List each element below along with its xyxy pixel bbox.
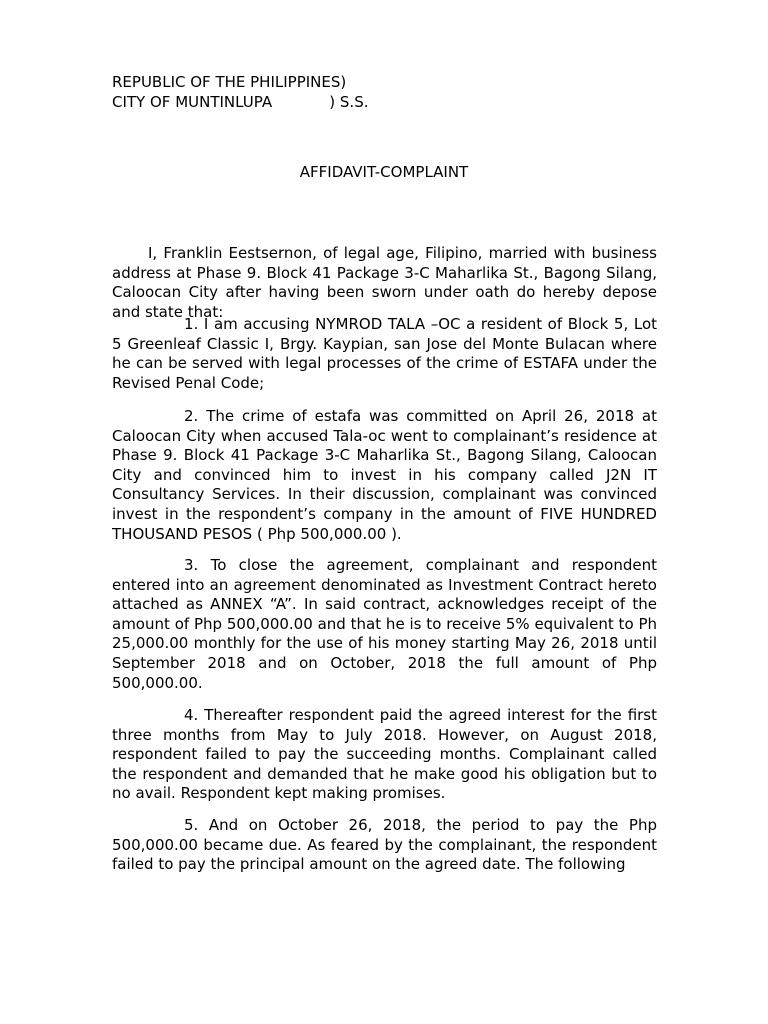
paragraph-2: 2. The crime of estafa was committed on April 26, 2018 at Caloocan City when accused Tala-oc went to complainant’s residence at Phase 9. Block 41 Package 3-C Maharlika St., Bagong Silang, Caloocan City and convinced him to invest in his company called J2N IT Consultancy Services. In their discussion, complainant was convinced invest in the respondent’s company in the amount of FIVE HUNDRED THOUSAND PESOS ( Php 500,000.00 ).	[112, 407, 657, 543]
venue-republic: REPUBLIC OF THE PHILIPPINES)	[112, 73, 347, 91]
paragraph-5: 5. And on October 26, 2018, the period to pay the Php 500,000.00 became due. As feared by the complainant, the respondent failed to pay the principal amount on the agreed date. The following	[112, 816, 657, 874]
intro-paragraph: I, Franklin Eestsernon, of legal age, Filipino, married with business address at Phase 9. Block 41 Package 3-C Maharlika St., Bagong Silang, Caloocan City after having been sworn under oath do hereby depose and state that:	[112, 244, 657, 321]
paragraph-3: 3. To close the agreement, complainant and respondent entered into an agreement denominated as Investment Contract hereto attached as ANNEX “A”. In said contract, acknowledges receipt of the amount of Php 500,000.00 and that he is to receive 5% equivalent to Ph 25,000.00 monthly for the use of his money starting May 26, 2018 until September 2018 and on October, 2018 the full amount of Php 500,000.00.	[112, 556, 657, 692]
paragraph-1: 1. I am accusing NYMROD TALA –OC a resident of Block 5, Lot 5 Greenleaf Classic I, Brgy. Kaypian, san Jose del Monte Bulacan where he can be served with legal processes of the crime of ESTAFA under the Revised Penal Code;	[112, 315, 657, 392]
venue-block	[112, 72, 369, 112]
document-title: AFFIDAVIT-COMPLAINT	[299, 163, 469, 181]
paragraph-4: 4. Thereafter respondent paid the agreed interest for the first three months from May to July 2018. However, on August 2018, respondent failed to pay the succeeding months. Complainant called the respondent and demanded that he make good his obligation but to no avail. Respondent kept making promises.	[112, 706, 657, 803]
venue-city: CITY OF MUNTINLUPA ) S.S.	[112, 93, 369, 111]
